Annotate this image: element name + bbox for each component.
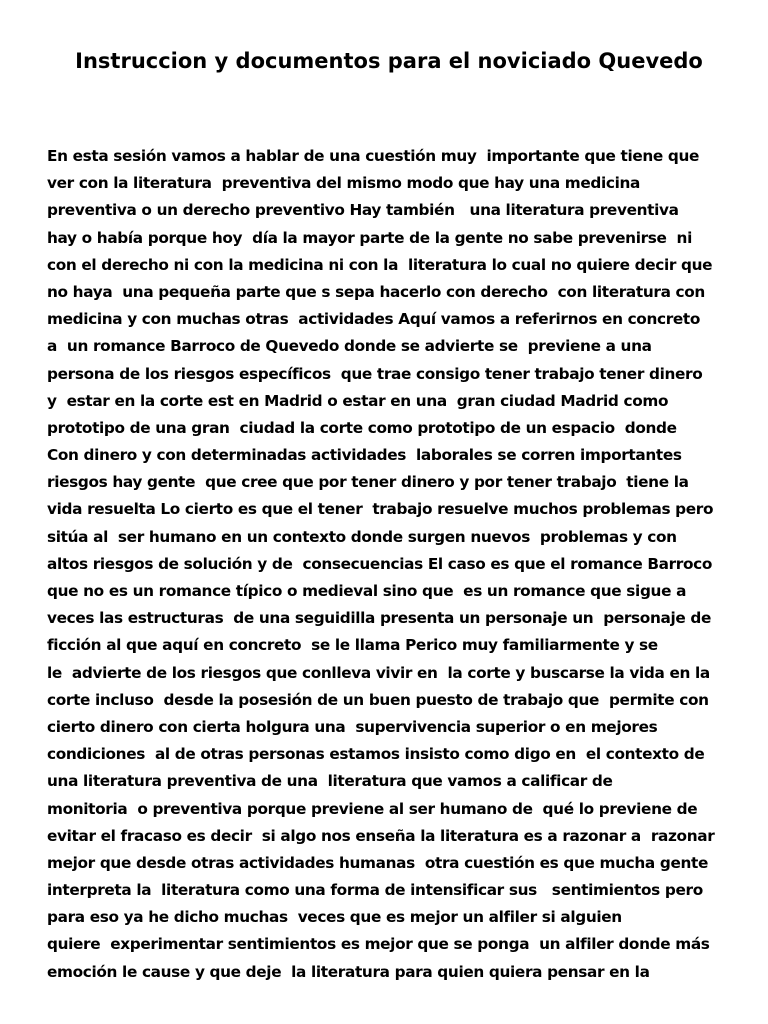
body-line: sitúa al ser humano en un contexto donde surgen nuevos problemas y con	[47, 527, 677, 546]
body-line: En esta sesión vamos a hablar de una cuestión muy importante que tiene que	[47, 147, 700, 165]
body-line: una literatura preventiva de una literatura que vamos a calificar de	[47, 772, 613, 791]
body-line: persona de los riesgos específicos que trae consigo tener trabajo tener dinero	[47, 364, 703, 383]
body-line: medicina y con muchas otras actividades Aquí vamos a referirnos en concreto	[47, 310, 701, 329]
body-line: corte incluso desde la posesión de un buen puesto de trabajo que permite con	[47, 690, 709, 709]
body-line: a un romance Barroco de Quevedo donde se advierte se previene a una	[47, 337, 652, 356]
body-line: para eso ya he dicho muchas veces que es mejor un alfiler si alguien	[47, 908, 622, 927]
body-line: ficción al que aquí en concreto se le llama Perico muy familiarmente y se	[47, 636, 658, 655]
body-line: mejor que desde otras actividades humanas otra cuestión es que mucha gente	[47, 853, 709, 872]
body-line: no haya una pequeña parte que s sepa hacerlo con derecho con literatura con	[47, 282, 705, 301]
body-line: emoción le cause y que deje la literatura para quien quiera pensar en la	[47, 962, 650, 981]
body-line: hay o había porque hoy día la mayor parte de la gente no sabe prevenirse ni	[47, 228, 692, 247]
body-line: vida resuelta Lo cierto es que el tener trabajo resuelve muchos problemas pero	[47, 500, 714, 519]
body-line: riesgos hay gente que cree que por tener dinero y por tener trabajo tiene la	[47, 473, 689, 492]
document-title: Instruccion y documentos para el noviciado Quevedo	[75, 49, 703, 73]
body-line: quiere experimentar sentimientos es mejor que se ponga un alfiler donde más	[47, 935, 710, 954]
body-line: evitar el fracaso es decir si algo nos enseña la literatura es a razonar a razonar	[47, 826, 715, 845]
body-line: veces las estructuras de una seguidilla presenta un personaje un personaje de	[47, 609, 711, 628]
body-line: cierto dinero con cierta holgura una supervivencia superior o en mejores	[47, 717, 658, 736]
body-line: que no es un romance típico o medieval sino que es un romance que sigue a	[47, 582, 687, 600]
body-line: monitoria o preventiva porque previene al ser humano de qué lo previene de	[47, 799, 698, 818]
body-line: condiciones al de otras personas estamos insisto como digo en el contexto de	[47, 745, 705, 764]
body-line: prototipo de una gran ciudad la corte como prototipo de un espacio donde	[47, 418, 677, 437]
body-line: interpreta la literatura como una forma de intensificar sus sentimientos pero	[47, 881, 703, 900]
body-line: le advierte de los riesgos que conlleva vivir en la corte y buscarse la vida en la	[47, 663, 710, 682]
body-line: preventiva o un derecho preventivo Hay también una literatura preventiva	[47, 201, 679, 220]
body-line: con el derecho ni con la medicina ni con la literatura lo cual no quiere decir que	[47, 255, 713, 274]
body-line: altos riesgos de solución y de consecuencias El caso es que el romance Barroco	[47, 554, 713, 573]
body-line: y estar en la corte est en Madrid o estar en una gran ciudad Madrid como	[47, 391, 669, 410]
body-line: Con dinero y con determinadas actividades laborales se corren importantes	[47, 446, 682, 465]
body-line: ver con la literatura preventiva del mismo modo que hay una medicina	[47, 174, 641, 193]
document-body	[47, 143, 747, 986]
